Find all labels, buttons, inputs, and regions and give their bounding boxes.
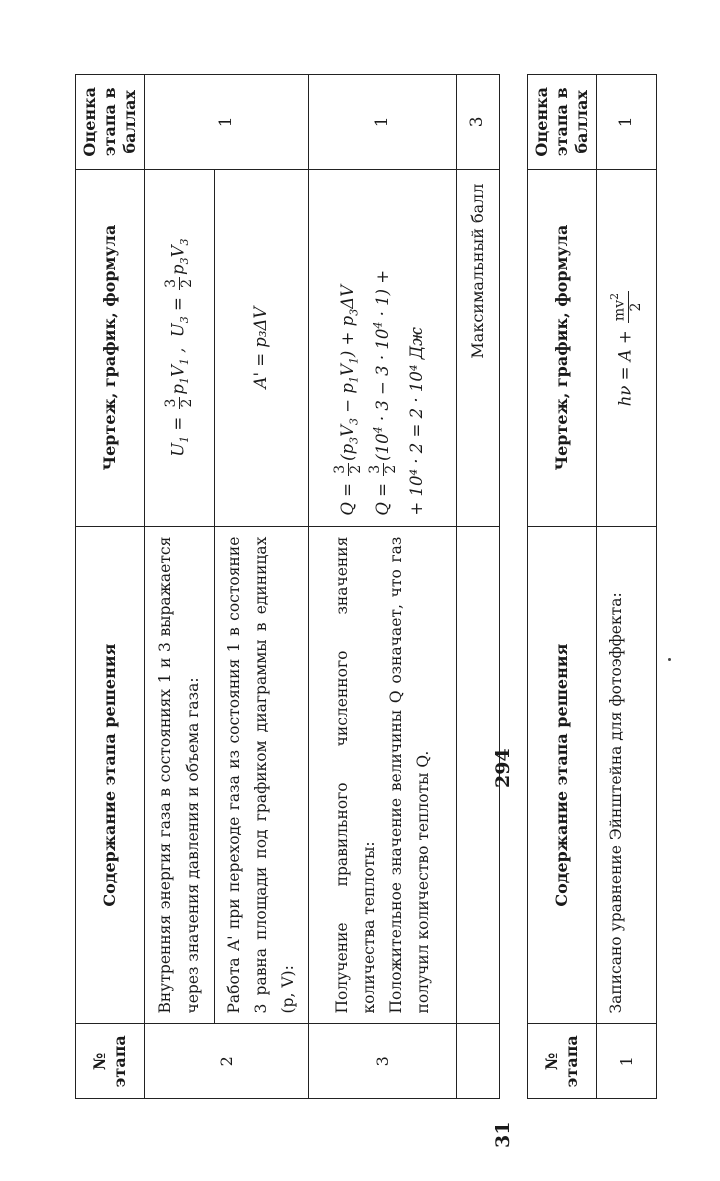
table2-header-num: № этапа	[528, 1024, 597, 1099]
table1-stage3-text-b: Положительное значение величины Q означает, что газ получил количество теплоты Q.	[386, 536, 432, 1014]
table1-stage3-score: 1	[309, 75, 457, 170]
table2-header-content: Содержание этапа решения	[528, 526, 597, 1024]
table1-stage3-formula-line2: Q = 3 2 $(10^4 \cdot 3 - 3 \cdot 10^4 \cdot 1)$ +	[366, 269, 399, 516]
table1-stage2-text-a: Внутренняя энергия газа в состояниях 1 и 3 выражается через значения давления и объема газа:	[145, 526, 215, 1024]
table1-stage2-row-b	[215, 75, 309, 1099]
table1-stage2-score: 1	[145, 75, 309, 170]
print-speck	[668, 658, 671, 661]
table1-header-score: Оценка этапа в баллах	[76, 75, 145, 170]
table1-stage2-number: 2	[145, 1024, 309, 1099]
table1-max-label: Максимальный балл	[457, 169, 500, 526]
table1-stage3-text-a: Получение правильного численного значения количества теплоты:	[332, 536, 378, 1014]
table2-header-row	[528, 75, 597, 1099]
table1-stage2-formula-b: A' = p₃ΔV	[215, 169, 309, 526]
table1-max-score: 3	[457, 75, 500, 170]
question-number: 31	[492, 1121, 514, 1148]
table1-stage3-formula	[309, 169, 457, 526]
table1-stage3-row	[309, 75, 457, 1099]
table1-header-formula: Чертеж, график, формула	[76, 169, 145, 526]
table1-stage2-text-b: Работа A' при переходе газа из состояния 1 в состояние 3 равна площади под графиком диаграммы в единицах (p, V):	[215, 526, 309, 1024]
table1-stage3-text	[309, 526, 457, 1024]
table1-header-content: Содержание этапа решения	[76, 526, 145, 1024]
table2-stage1-formula: hν = A + $mv^2$ 2	[597, 169, 657, 526]
table1-stage2-formula-a: $U_1$ = 3 2 $p_1V_1$ , $U_3$ = 3 2 $p_3V_3$	[145, 169, 215, 526]
table1-stage3-number: 3	[309, 1024, 457, 1099]
table2-stage1-score: 1	[597, 75, 657, 170]
page-number: 294	[492, 748, 514, 788]
solution-table-2	[527, 74, 657, 1099]
table1-header-row	[76, 75, 145, 1099]
table2-header-score: Оценка этапа в баллах	[528, 75, 597, 170]
table1-stage3-formula-line1: Q = 3 2 $(p_3V_3 - p_1V_1) + p_3\Delta V$	[332, 284, 364, 516]
table1-stage2-row-a	[145, 75, 215, 1099]
table2-header-formula: Чертеж, график, формула	[528, 169, 597, 526]
table1-max-empty-1	[457, 1024, 500, 1099]
solution-table-1	[75, 74, 500, 1099]
table2-stage1-text: Записано уравнение Эйнштейна для фотоэффекта:	[597, 526, 657, 1024]
table1-stage3-formula-line3: + 10⁴ · 2 = 2 · 10⁴ Дж	[407, 327, 427, 516]
table2-stage1-number: 1	[597, 1024, 657, 1099]
table2-stage1-row	[597, 75, 657, 1099]
table1-header-num: № этапа	[76, 1024, 145, 1099]
table1-max-row	[457, 75, 500, 1099]
